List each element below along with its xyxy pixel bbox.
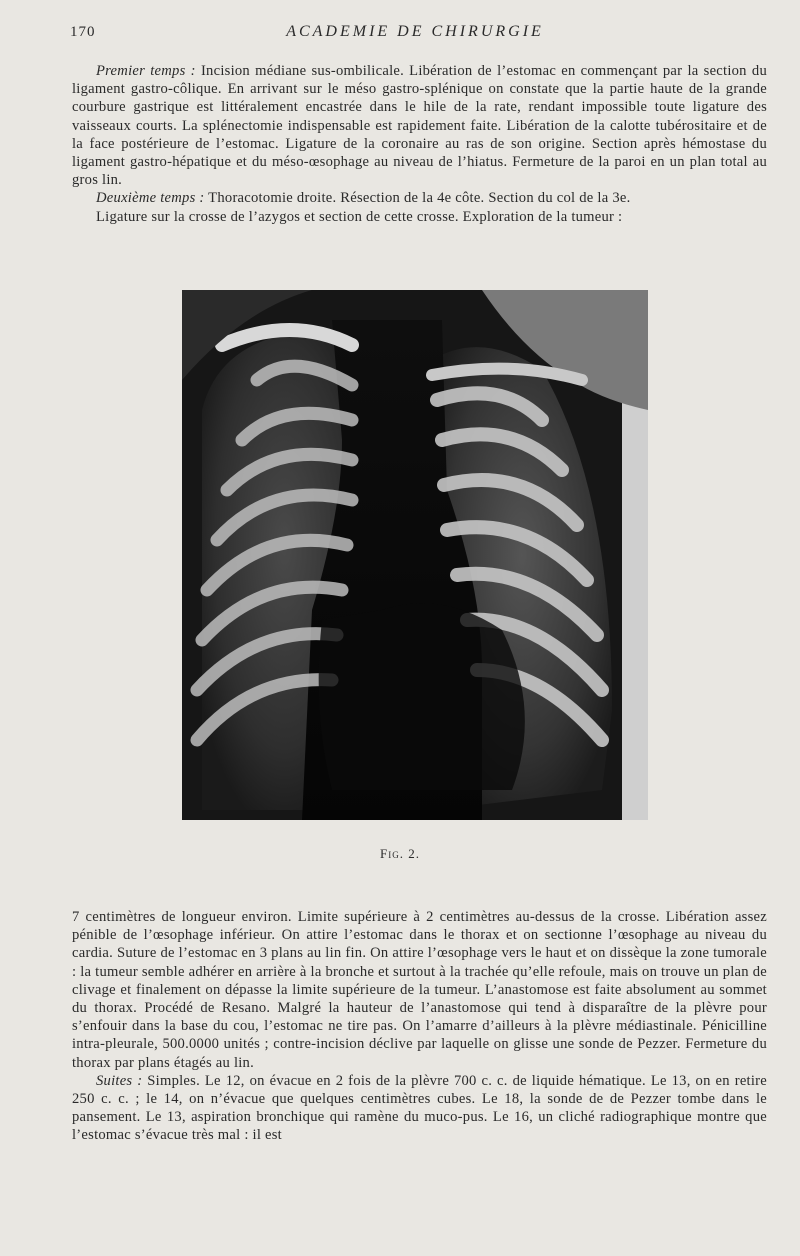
paragraph-text: 7 centimètres de longueur environ. Limite supérieure à 2 centimètres au-dessus de la crosse. Libération assez pénible de l’œsophage inférieur. On attire l’estomac dans le thorax et on sectionne l’œsophage au niveau du cardia. Suture de l’estomac en 3 plans au lin fin. On attire l’œsophage vers le haut et on dissèque la zone tumorale : la tumeur semble adhérer en arrière à la bronche et surtout à la trachée qu’elle refoule, mais on trouve un plan de clivage et finalement on dépasse la limite supérieure de la tumeur. L’anastomose est faite absolument au sommet du thorax. Procédé de Resano. Malgré la hauteur de l’anastomose qui tend à disparaître de la plèvre pour s’enfouir dans la base du cou, l’estomac ne tire pas. On l’amarre d’ailleurs à la plèvre médiastinale. Pénicilline intra-pleurale, 500.0000 unités ; contre-incision déclive par laquelle on glisse une sonde de Pezzer. Fermeture du thorax par plans étagés au lin.	[72, 909, 767, 1071]
page-number: 170	[70, 24, 96, 40]
paragraph-text: Simples. Le 12, on évacue en 2 fois de la plèvre 700 c. c. de liquide hématique. Le 13, on en retire 250 c. c. ; le 14, on n’évacue que quelques centimètres cubes. Le 18, la sonde de de Pezzer tombe dans le pansement. Le 13, aspiration bronchique qui ramène du muco-pus. Le 16, un cliché radiographique montre que l’estomac s’évacue très mal : il est	[72, 1072, 767, 1144]
paragraph-lead: Suites :	[96, 1072, 143, 1089]
paragraph-text: Ligature sur la crosse de l’azygos et section de cette crosse. Exploration de la tumeur :	[96, 208, 623, 225]
paragraph-ligature	[72, 208, 767, 226]
paragraph-deuxieme-temps	[72, 189, 767, 207]
chest-xray-figure	[182, 290, 648, 820]
figure-caption: Fig. 2.	[380, 846, 420, 861]
running-header	[70, 22, 760, 46]
paragraph-lead: Deuxième temps :	[96, 190, 205, 207]
paragraph-premier-temps	[72, 62, 767, 189]
chest-xray-image	[182, 290, 648, 820]
text-block-bottom	[72, 908, 767, 1145]
journal-title: ACADEMIE DE CHIRURGIE	[286, 23, 544, 40]
paragraph-text: Thoracotomie droite. Résection de la 4e côte. Section du col de la 3e.	[204, 190, 631, 207]
text-block-top	[72, 62, 767, 226]
paragraph-lead: Premier temps :	[96, 63, 196, 79]
paragraph-suites	[72, 1072, 767, 1145]
paragraph-exploration	[72, 908, 767, 1072]
paragraph-text: Incision médiane sus-ombilicale. Libération de l’estomac en commençant par la section du ligament gastro-côlique. En arrivant sur le méso gastro-splénique on constate que la partie haute de la grande courbure gastrique est littéralement encastrée dans le hile de la rate, rendant impossible toute ligature des vaisseaux courts. La splénectomie indispensable est rapidement faite. Libération de la calotte tubérositaire et de la face postérieure de l’estomac. Ligature de la coronaire au ras de son origine. Section après hémostase du ligament gastro-hépatique et du méso-œsophage au niveau de l’hiatus. Fermeture de la paroi en un plan total au gros lin.	[72, 63, 767, 189]
